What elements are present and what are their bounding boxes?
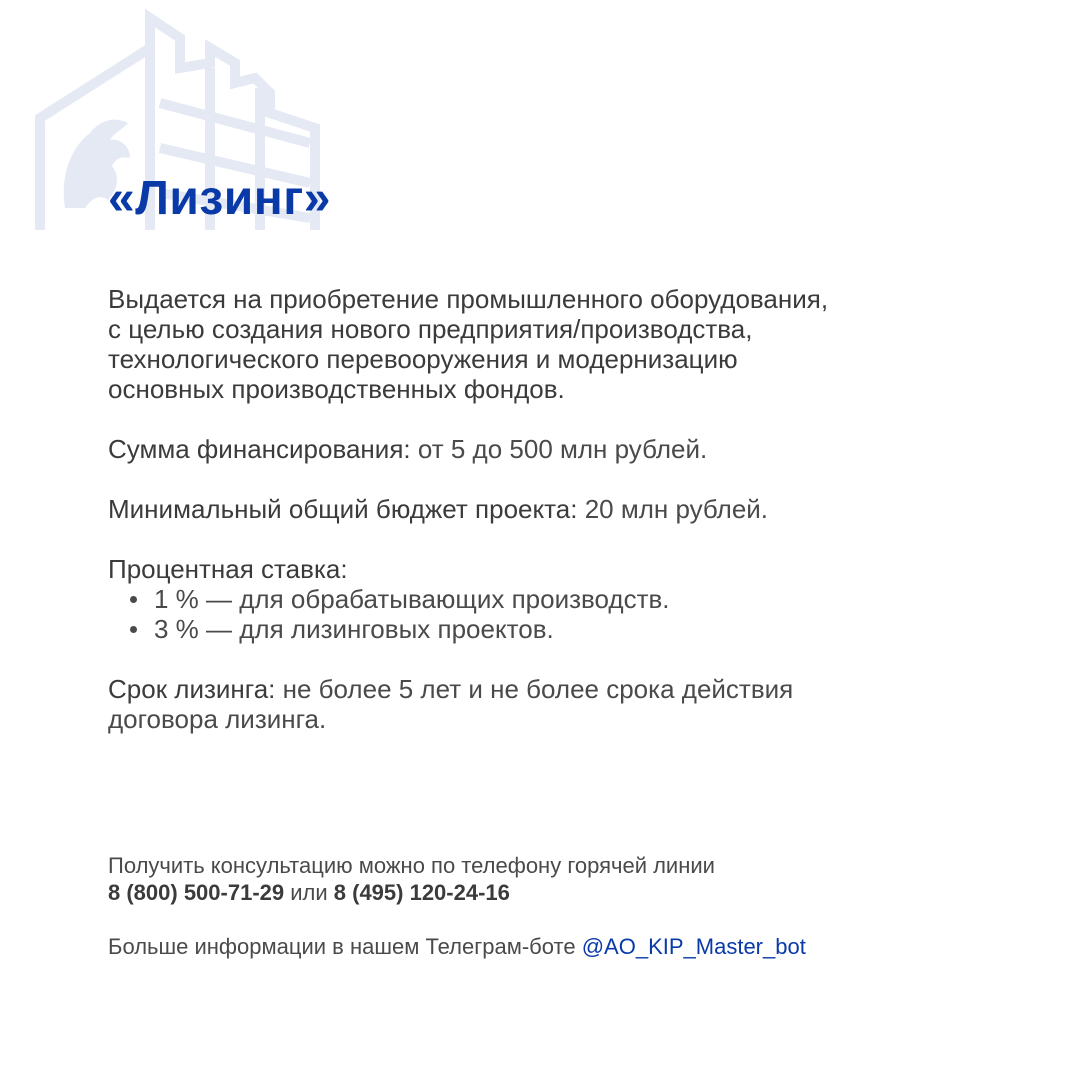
rate-item: 3 % — для лизинговых проектов. [130,614,1028,644]
telegram-row [108,933,1028,960]
term-label: Срок лизинга: [108,674,276,704]
phone-hotline-2[interactable]: 8 (495) 120-24-16 [333,880,510,905]
financing-label: Сумма финансирования: [108,434,411,464]
phones-separator: или [284,880,334,905]
description-line: основных производственных фондов. [108,374,565,404]
telegram-bot-link[interactable]: @AO_KIP_Master_bot [581,934,806,959]
description-line: с целью создания нового предприятия/производства, [108,314,753,344]
description [108,284,1028,404]
term-value-continued: договора лизинга. [108,704,327,734]
description-line: технологического перевооружения и модернизацию [108,344,738,374]
page-title: «Лизинг» [108,172,331,225]
content [108,284,1028,734]
rate-item: 1 % — для обрабатывающих производств. [130,584,1028,614]
contact-phones [108,879,1028,906]
budget-row [108,494,1028,524]
telegram-text: Больше информации в нашем Телеграм-боте [108,934,582,959]
rate-label: Процентная ставка: [108,554,348,584]
footer [108,852,1028,960]
contact-text: Получить консультацию можно по телефону горячей линии [108,853,715,878]
financing-value: от 5 до 500 млн рублей. [410,434,708,464]
description-line: Выдается на приобретение промышленного оборудования, [108,284,829,314]
financing-row [108,434,1028,464]
term-value: не более 5 лет и не более срока действия [275,674,794,704]
phone-hotline-1[interactable]: 8 (800) 500-71-29 [108,880,285,905]
term-row [108,674,1028,704]
rate-list [108,584,1028,644]
budget-label: Минимальный общий бюджет проекта: [108,494,578,524]
budget-value: 20 млн рублей. [577,494,769,524]
